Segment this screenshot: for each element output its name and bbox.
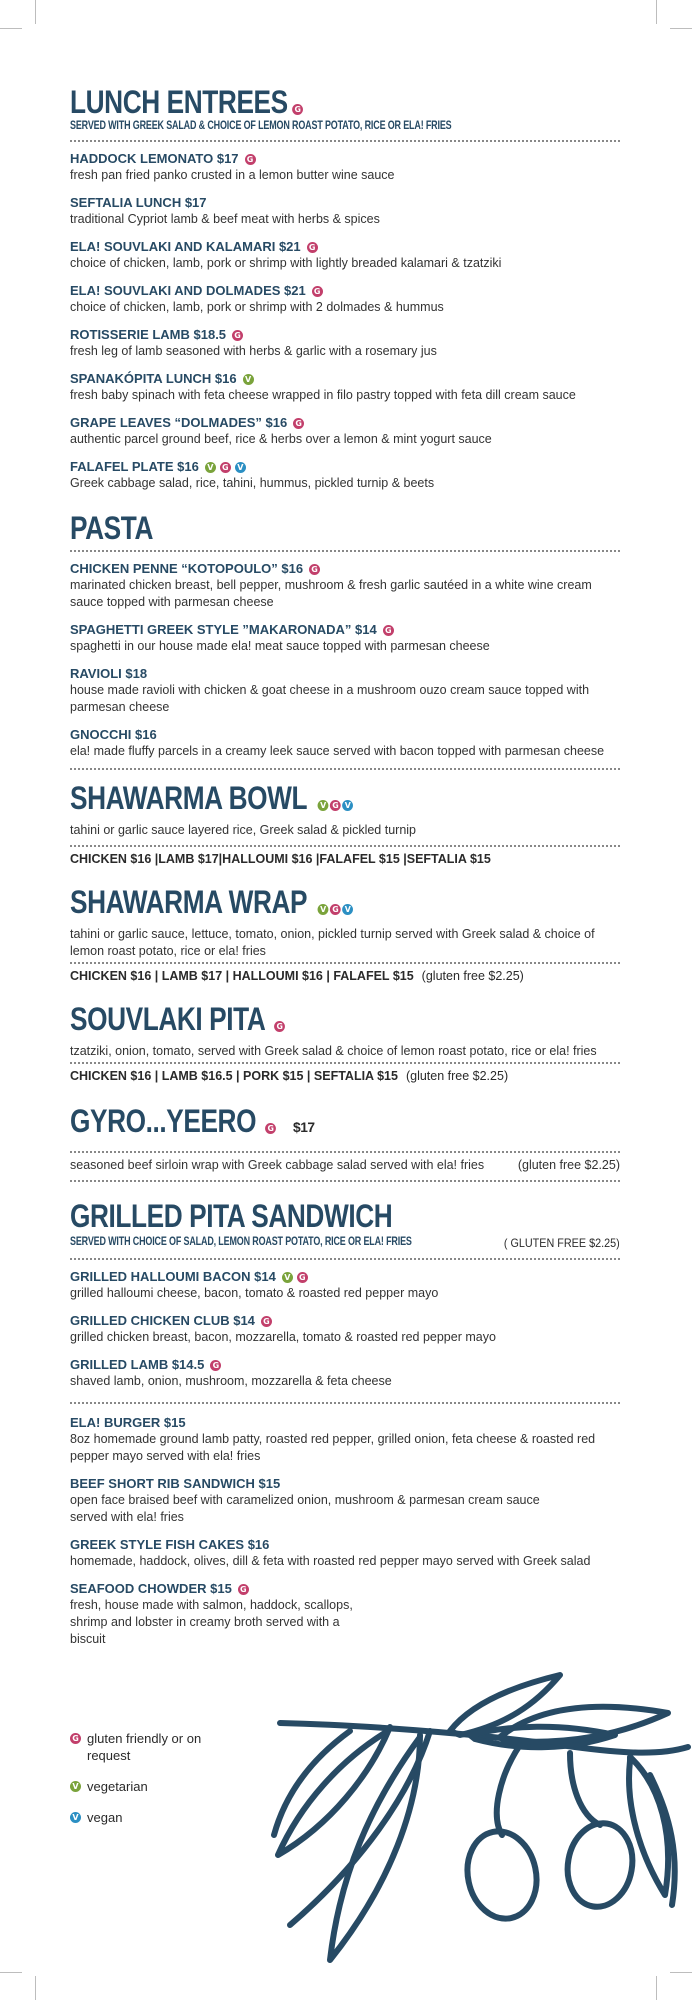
crop-mark (35, 1976, 36, 2000)
crop-mark (670, 28, 692, 29)
crop-mark (670, 1972, 692, 1973)
section-description: tahini or garlic sauce layered rice, Greek salad & pickled turnip (70, 823, 417, 837)
menu-item (70, 560, 620, 611)
dietary-legend (70, 1730, 207, 1840)
section-shawarma-wrap (70, 882, 620, 985)
section-description: tahini or garlic sauce, lettuce, tomato, onion, pickled turnip served with Greek salad & choice of lemon roast potato, rice or ela! fries (70, 927, 595, 958)
item-description: fresh leg of lamb seasoned with herbs & garlic with a rosemary jus (70, 344, 437, 358)
gluten-friendly-icon: G (265, 1123, 276, 1134)
gluten-friendly-icon: G (70, 1733, 81, 1744)
item-description: fresh baby spinach with feta cheese wrapped in filo pastry topped with feta dill cream sauce (70, 388, 576, 402)
item-description: choice of chicken, lamb, pork or shrimp with 2 dolmades & hummus (70, 300, 444, 314)
legend-label-vegan: vegan (87, 1810, 123, 1825)
menu (70, 82, 620, 1658)
gluten-free-note: (gluten free $2.25) (405, 1069, 509, 1083)
gluten-friendly-icon: G (312, 286, 323, 297)
gluten-friendly-icon: G (297, 1272, 308, 1283)
gluten-friendly-icon: G (309, 564, 320, 575)
section-title: PASTA (70, 510, 153, 546)
gluten-friendly-icon: G (293, 418, 304, 429)
dotted-divider (70, 845, 620, 847)
item-name: SEAFOOD CHOWDER $15 (70, 1581, 232, 1596)
item-name: ROTISSERIE LAMB $18.5 (70, 327, 227, 342)
section-title: SHAWARMA WRAP (70, 884, 308, 920)
gluten-friendly-icon: G (238, 1584, 249, 1595)
menu-item (70, 726, 620, 760)
item-name: GRAPE LEAVES “DOLMADES” $16 (70, 415, 288, 430)
section-title: SHAWARMA BOWL (70, 780, 308, 816)
item-description: 8oz homemade ground lamb patty, roasted red pepper, grilled onion, feta cheese & roasted red pepper mayo served with ela! fries (70, 1432, 596, 1463)
item-description: ela! made fluffy parcels in a creamy leek sauce served with bacon topped with parmesan cheese (70, 744, 605, 758)
item-name: GNOCCHI $16 (70, 727, 157, 742)
dotted-divider (70, 768, 620, 770)
menu-item (70, 621, 620, 655)
vegetarian-icon: V (318, 904, 329, 915)
menu-item (70, 665, 620, 716)
section-description: tzatziki, onion, tomato, served with Greek salad & choice of lemon roast potato, rice or ela! fries (70, 1044, 597, 1058)
vegetarian-icon: V (243, 374, 254, 385)
menu-item (70, 1268, 620, 1302)
menu-item (70, 414, 620, 448)
dotted-divider (70, 1151, 620, 1153)
menu-item (70, 1580, 620, 1648)
dotted-divider (70, 1180, 620, 1182)
vegan-icon: V (235, 462, 246, 473)
item-description: Greek cabbage salad, rice, tahini, hummus, pickled turnip & beets (70, 476, 435, 490)
item-name: BEEF SHORT RIB SANDWICH $15 (70, 1476, 281, 1491)
section-title: GYRO...YEERO (70, 1103, 257, 1139)
price-list: CHICKEN $16 | LAMB $16.5 | PORK $15 | SEFTALIA $15 (70, 1069, 398, 1083)
crop-mark (0, 1972, 22, 1973)
item-name: RAVIOLI $18 (70, 666, 148, 681)
legend-label-vegetarian: vegetarian (87, 1779, 148, 1794)
item-description: marinated chicken breast, bell pepper, mushroom & fresh garlic sautéed in a white wine cream sauce topped with parmesan cheese (70, 578, 592, 609)
item-name: GREEK STYLE FISH CAKES $16 (70, 1537, 270, 1552)
section-lunch-entrees (70, 82, 620, 492)
item-description: open face braised beef with caramelized onion, mushroom & parmesan cream sauce served with ela! fries (70, 1493, 540, 1524)
item-description: choice of chicken, lamb, pork or shrimp with lightly breaded kalamari & tzatziki (70, 256, 502, 270)
menu-item (70, 238, 620, 272)
crop-mark (656, 0, 657, 24)
legend-row (70, 1809, 207, 1826)
menu-item (70, 282, 620, 316)
vegan-icon: V (342, 800, 353, 811)
crop-mark (35, 0, 36, 24)
menu-item (70, 1356, 620, 1390)
item-description: traditional Cypriot lamb & beef meat with herbs & spices (70, 212, 380, 226)
crop-mark (0, 28, 22, 29)
item-description: fresh pan fried panko crusted in a lemon butter wine sauce (70, 168, 395, 182)
item-name: FALAFEL PLATE $16 (70, 459, 199, 474)
vegetarian-icon: V (70, 1781, 81, 1792)
section-subtitle: SERVED WITH GREEK SALAD & CHOICE OF LEMON ROAST POTATO, RICE OR ELA! FRIES (70, 120, 452, 132)
price-list: CHICKEN $16 |LAMB $17|HALLOUMI $16 |FALAFEL $15 |SEFTALIA $15 (70, 852, 491, 866)
legend-row (70, 1730, 207, 1764)
menu-item (70, 150, 620, 184)
menu-item (70, 194, 620, 228)
item-description: grilled chicken breast, bacon, mozzarella, tomato & roasted red pepper mayo (70, 1330, 496, 1344)
section-subtitle: SERVED WITH CHOICE OF SALAD, LEMON ROAST POTATO, RICE OR ELA! FRIES (70, 1236, 412, 1248)
item-name: ELA! SOUVLAKI AND KALAMARI $21 (70, 239, 301, 254)
section-description: seasoned beef sirloin wrap with Greek cabbage salad served with ela! fries (70, 1158, 485, 1172)
vegetarian-icon: V (282, 1272, 293, 1283)
gluten-free-note: (gluten free $2.25) (421, 969, 524, 983)
dotted-divider (70, 140, 620, 142)
gluten-friendly-icon: G (383, 625, 394, 636)
vegetarian-icon: V (205, 462, 216, 473)
item-name: HADDOCK LEMONATO $17 (70, 151, 239, 166)
section-gyro (70, 1101, 620, 1182)
item-description: authentic parcel ground beef, rice & herbs over a lemon & mint yogurt sauce (70, 432, 492, 446)
item-description: house made ravioli with chicken & goat cheese in a mushroom ouzo cream sauce topped with parmesan cheese (70, 683, 590, 714)
section-other-items (70, 1414, 620, 1648)
crop-mark (656, 1976, 657, 2000)
vegan-icon: V (70, 1812, 81, 1823)
menu-item (70, 370, 620, 404)
lunch-title-row (70, 82, 521, 122)
item-name: SPAGHETTI GREEK STYLE ”MAKARONADA” $14 (70, 622, 377, 637)
section-pasta (70, 508, 620, 770)
gluten-friendly-icon: G (274, 1021, 285, 1032)
menu-item (70, 1414, 620, 1465)
item-name: SEFTALIA LUNCH $17 (70, 195, 207, 210)
item-name: CHICKEN PENNE “KOTOPOULO” $16 (70, 561, 304, 576)
gluten-friendly-icon: G (330, 800, 341, 811)
item-name: GRILLED HALLOUMI BACON $14 (70, 1269, 276, 1284)
section-title: SOUVLAKI PITA (70, 1001, 266, 1037)
item-description: homemade, haddock, olives, dill & feta with roasted red pepper mayo served with Greek salad (70, 1554, 591, 1568)
gluten-friendly-icon: G (232, 330, 243, 341)
menu-item (70, 1536, 620, 1570)
menu-item (70, 1475, 620, 1526)
item-name: GRILLED LAMB $14.5 (70, 1357, 205, 1372)
dotted-divider (70, 1062, 620, 1064)
section-title: LUNCH ENTREES (70, 84, 288, 120)
section-souvlaki-pita (70, 999, 620, 1085)
item-description: shaved lamb, onion, mushroom, mozzarella & feta cheese (70, 1374, 392, 1388)
dotted-divider (70, 1258, 620, 1260)
gluten-friendly-icon: G (307, 242, 318, 253)
section-grilled-pita (70, 1196, 620, 1404)
gluten-free-note: (gluten free $2.25) (517, 1158, 620, 1172)
dotted-divider (70, 1402, 620, 1404)
legend-label-gluten-friendly: gluten friendly or on request (87, 1731, 202, 1763)
gluten-friendly-icon: G (261, 1316, 272, 1327)
legend-row (70, 1778, 207, 1795)
gyro-price: $17 (292, 1119, 315, 1135)
price-list: CHICKEN $16 | LAMB $17 | HALLOUMI $16 | FALAFEL $15 (70, 969, 414, 983)
item-name: SPANAKÓPITA LUNCH $16 (70, 371, 237, 386)
olive-branch-illustration (270, 1665, 692, 1965)
menu-item (70, 326, 620, 360)
dotted-divider (70, 550, 620, 552)
vegetarian-icon: V (318, 800, 329, 811)
item-name: ELA! SOUVLAKI AND DOLMADES $21 (70, 283, 306, 298)
section-title: GRILLED PITA SANDWICH (70, 1198, 393, 1234)
gluten-friendly-icon: G (330, 904, 341, 915)
gluten-free-note: ( GLUTEN FREE $2.25) (504, 1236, 620, 1250)
menu-item (70, 1312, 620, 1346)
item-description: fresh, house made with salmon, haddock, scallops, shrimp and lobster in creamy broth served with a biscuit (70, 1598, 353, 1646)
dotted-divider (70, 962, 620, 964)
menu-item (70, 458, 620, 492)
item-name: ELA! BURGER $15 (70, 1415, 186, 1430)
item-description: grilled halloumi cheese, bacon, tomato & roasted red pepper mayo (70, 1286, 439, 1300)
item-description: spaghetti in our house made ela! meat sauce topped with parmesan cheese (70, 639, 490, 653)
item-name: GRILLED CHICKEN CLUB $14 (70, 1313, 255, 1328)
gluten-friendly-icon: G (210, 1360, 221, 1371)
gluten-friendly-icon: G (220, 462, 231, 473)
gluten-friendly-icon: G (292, 104, 303, 115)
vegan-icon: V (342, 904, 353, 915)
gluten-friendly-icon: G (245, 154, 256, 165)
section-shawarma-bowl (70, 778, 620, 868)
